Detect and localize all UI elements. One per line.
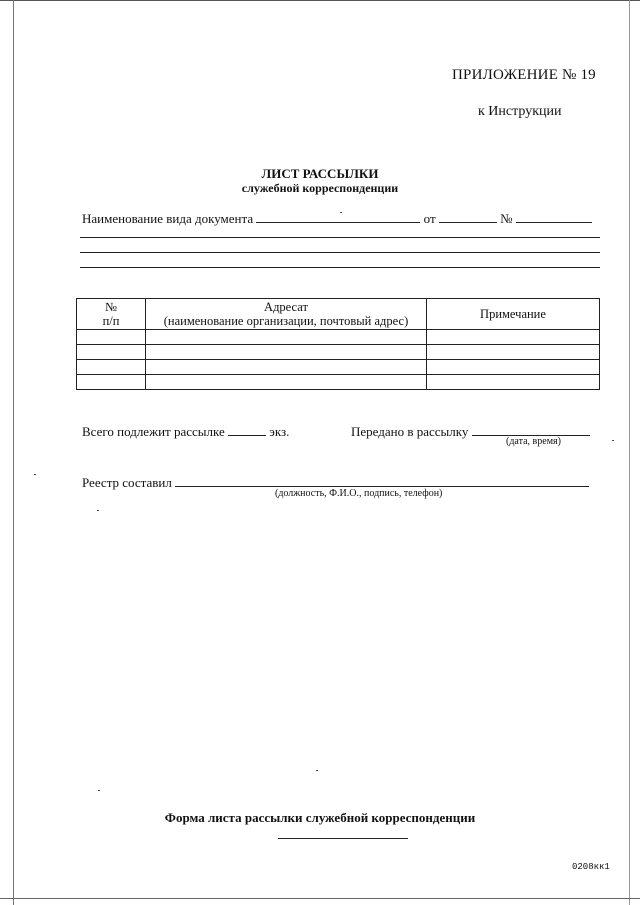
- document-type-label: Наименование вида документа: [82, 211, 254, 226]
- total-copies-blank: [228, 423, 266, 436]
- scan-speck: [340, 212, 342, 213]
- blank-line-2: [80, 252, 600, 253]
- instruction-reference: к Инструкции: [478, 104, 562, 119]
- document-type-blank: [256, 210, 420, 223]
- header-addressee-line1: Адресат: [264, 300, 308, 314]
- total-copies-label: Всего подлежит рассылке: [82, 424, 225, 439]
- scan-speck: [98, 790, 100, 791]
- blank-line-1: [80, 237, 600, 238]
- copies-unit: экз.: [269, 424, 290, 439]
- blank-line-3: [80, 267, 600, 268]
- transfer-blank: [472, 423, 590, 436]
- scan-speck: [34, 474, 36, 475]
- table-row: [77, 375, 600, 390]
- scan-edge-top: [0, 0, 640, 1]
- table-row: [77, 330, 600, 345]
- scan-edge-bottom: [0, 898, 640, 899]
- registry-label: Реестр составил: [82, 475, 172, 490]
- appendix-number: ПРИЛОЖЕНИЕ № 19: [452, 67, 596, 83]
- scan-edge-left: [13, 0, 14, 905]
- form-subtitle: служебной корреспонденции: [241, 181, 399, 195]
- document-type-line: [82, 210, 592, 227]
- document-date-blank: [439, 210, 497, 223]
- scan-speck: [612, 440, 614, 441]
- scan-speck: [316, 770, 318, 771]
- table-header-row: [77, 299, 600, 330]
- registry-blank: [175, 474, 589, 487]
- footer-caption: Форма листа рассылки служебной корреспонденции: [164, 810, 476, 825]
- header-number-line1: №: [105, 300, 117, 314]
- distribution-table: [76, 298, 600, 390]
- total-copies-line: [82, 423, 289, 440]
- transfer-hint: (дата, время): [506, 436, 561, 447]
- transfer-label: Передано в рассылку: [351, 424, 469, 439]
- registry-hint: (должность, Ф.И.О., подпись, телефон): [275, 488, 443, 499]
- header-addressee: [146, 299, 427, 330]
- header-number-line2: п/п: [102, 314, 120, 328]
- table-row: [77, 360, 600, 375]
- header-number: [77, 299, 146, 330]
- header-note: Примечание: [427, 299, 600, 330]
- document-date-label: от: [423, 211, 436, 226]
- document-number-label: №: [500, 211, 513, 226]
- scan-edge-right: [629, 0, 630, 905]
- form-code: 0208кк1: [572, 862, 610, 872]
- footer-underline: [278, 838, 408, 839]
- table-row: [77, 345, 600, 360]
- form-title: ЛИСТ РАССЫЛКИ: [261, 166, 379, 181]
- scan-speck: [97, 510, 99, 511]
- document-number-blank: [516, 210, 592, 223]
- header-addressee-line2: (наименование организации, почтовый адрес): [163, 314, 409, 328]
